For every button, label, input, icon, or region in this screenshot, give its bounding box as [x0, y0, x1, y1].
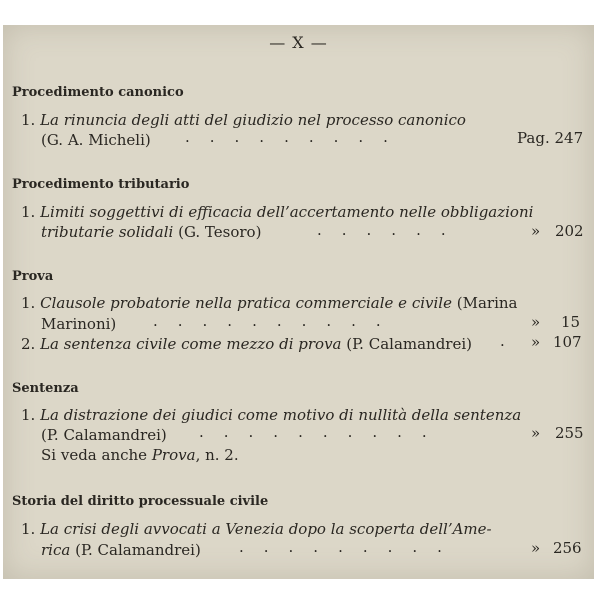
- page-reference: [531, 313, 580, 331]
- entry-number: 1.: [21, 111, 36, 129]
- page-value: 15: [560, 313, 581, 331]
- entry-title: La crisi degli avvocati a Venezia dopo la scoperta dell’Ame-: [40, 520, 492, 538]
- see-also-suffix: , n. 2.: [195, 446, 239, 464]
- leader-dots: ..........: [153, 312, 401, 330]
- entry-author-part2: Marinoni): [41, 315, 117, 333]
- entry-author: (G. Tesoro): [178, 223, 262, 241]
- section-title-prova: Prova: [12, 269, 54, 284]
- page-reference: [531, 222, 584, 240]
- page-value: 256: [552, 539, 582, 557]
- page-value: 202: [554, 222, 584, 240]
- leader-dots: ..........: [199, 423, 447, 441]
- leader-dots: .........: [239, 538, 462, 556]
- leader-dots: ......: [317, 221, 466, 239]
- page-label: »: [531, 333, 541, 351]
- entry-title: La distrazione dei giudici come motivo di nullità della sentenza: [40, 406, 522, 424]
- section-title-sentenza: Sentenza: [12, 381, 79, 396]
- see-also-note: [41, 446, 239, 464]
- page-reference: [531, 424, 584, 442]
- section-title-procedimento-canonico: Procedimento canonico: [12, 85, 184, 100]
- page-label: »: [531, 539, 541, 557]
- page-label: Pag.: [517, 129, 550, 147]
- entry-number: 1.: [21, 520, 36, 538]
- page-reference: [517, 129, 583, 147]
- page-value: 247: [554, 129, 584, 147]
- entry-number: 1.: [21, 203, 36, 221]
- page-label: »: [531, 424, 541, 442]
- entry-line: [21, 406, 521, 424]
- page-value: 107: [552, 333, 582, 351]
- entry-title: La sentenza civile come mezzo di prova: [40, 335, 342, 353]
- entry-author: (P. Calamandrei): [75, 541, 201, 559]
- book-page: [3, 25, 594, 579]
- entry-line-2: [41, 223, 261, 241]
- entry-line-2: [41, 541, 201, 559]
- section-title-procedimento-tributario: Procedimento tributario: [12, 177, 190, 192]
- entry-title: La rinuncia degli atti del giudizio nel processo canonico: [40, 111, 466, 129]
- page-value: 255: [554, 424, 584, 442]
- leader-dots: .: [500, 332, 525, 350]
- see-also-prefix: Si veda anche: [41, 446, 148, 464]
- see-also-ref: Prova: [151, 446, 196, 464]
- entry-line: [21, 111, 466, 129]
- page-reference: [531, 539, 582, 557]
- entry-author-part1: (Marina: [456, 294, 518, 312]
- entry-number: 2.: [21, 335, 36, 353]
- entry-number: 1.: [21, 406, 36, 424]
- leader-dots: .........: [185, 128, 408, 146]
- entry-title-cont: rica: [41, 541, 71, 559]
- page-reference: [531, 333, 582, 351]
- entry-line: [21, 203, 533, 221]
- entry-author: (G. A. Micheli): [41, 131, 151, 149]
- section-title-storia: Storia del diritto processuale civile: [12, 494, 269, 509]
- page-label: »: [531, 313, 541, 331]
- entry-line: [21, 294, 517, 312]
- entry-number: 1.: [21, 294, 36, 312]
- entry-author: (P. Calamandrei): [346, 335, 473, 353]
- entry-title-cont: tributarie solidali: [41, 223, 174, 241]
- entry-line: [21, 335, 472, 353]
- page-number: — X —: [269, 33, 328, 52]
- entry-line: [21, 520, 492, 538]
- entry-title: Clausole probatorie nella pratica commerciale e civile: [40, 294, 452, 312]
- entry-author: (P. Calamandrei): [41, 426, 167, 444]
- page-label: »: [531, 222, 541, 240]
- entry-title: Limiti soggettivi di efficacia dell’accertamento nelle obbligazioni: [40, 203, 534, 221]
